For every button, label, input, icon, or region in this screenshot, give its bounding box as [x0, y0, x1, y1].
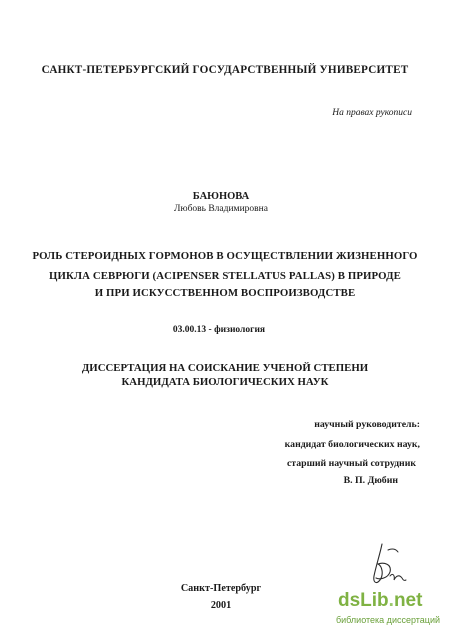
dissertation-title-line-2: ЦИКЛА СЕВРЮГИ (ACIPENSER STELLATUS PALLAS) В ПРИРОДЕ [49, 270, 401, 282]
watermark-logo-main: dsLib [338, 590, 389, 611]
author-name: Любовь Владимировна [174, 204, 268, 214]
specialty-code: 03.00.13 - физиология [172, 325, 266, 335]
advisor-degree: кандидат биологических наук, [284, 439, 420, 450]
advisor-role: научный руководитель: [314, 419, 420, 430]
degree-line-2: КАНДИДАТА БИОЛОГИЧЕСКИХ НАУК [121, 376, 329, 388]
advisor-name: В. П. Дюбин [343, 475, 398, 486]
watermark-logo [338, 590, 422, 612]
manuscript-rights-note: На правах рукописи [332, 108, 412, 118]
dissertation-title-line-1: РОЛЬ СТЕРОИДНЫХ ГОРМОНОВ В ОСУЩЕСТВЛЕНИИ ЖИЗНЕННОГО [32, 250, 418, 262]
author-surname: БАЮНОВА [192, 191, 250, 202]
university-name: САНКТ-ПЕТЕРБУРГСКИЙ ГОСУДАРСТВЕННЫЙ УНИВЕРСИТЕТ [41, 64, 409, 76]
city: Санкт-Петербург [180, 583, 262, 594]
watermark-subtitle: библиотека диссертаций [336, 615, 441, 625]
dslib-watermark [338, 590, 446, 632]
watermark-logo-dot: . [388, 590, 394, 611]
degree-line-1: ДИССЕРТАЦИЯ НА СОИСКАНИЕ УЧЕНОЙ СТЕПЕНИ [81, 362, 369, 374]
year: 2001 [210, 600, 232, 611]
watermark-logo-tld: net [393, 590, 423, 611]
dissertation-title-line-3: И ПРИ ИСКУССТВЕННОМ ВОСПРОИЗВОДСТВЕ [94, 287, 356, 299]
advisor-position: старший научный сотрудник [286, 458, 416, 469]
